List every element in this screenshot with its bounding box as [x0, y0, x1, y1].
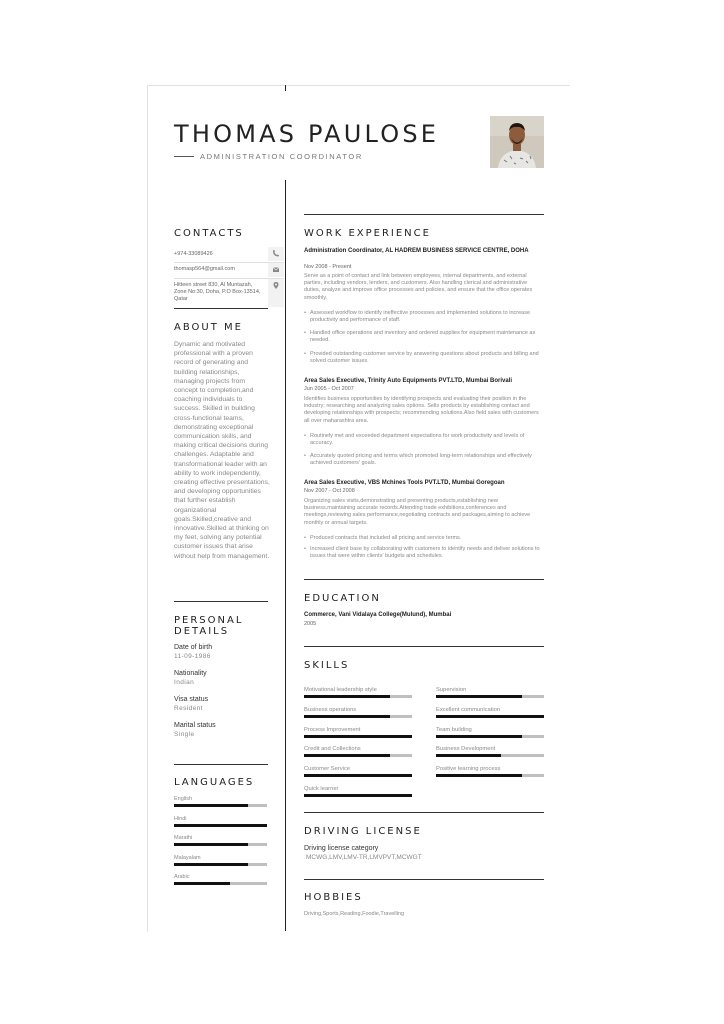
driving-label: Driving license category: [304, 845, 379, 852]
contacts-heading: CONTACTS: [174, 228, 244, 239]
job-title: Area Sales Executive, Trinity Auto Equipments PVT.LTD, Mumbai Borivali: [304, 378, 513, 384]
skill-level-bar-fill: [436, 715, 544, 718]
skill-level-bar: [436, 735, 544, 738]
language-level-bar-fill: [174, 882, 230, 885]
skill-level-bar: [436, 774, 544, 777]
job-date: Nov 2008 - Present: [304, 264, 352, 270]
dob-label: Date of birth: [174, 644, 213, 651]
language-level-bar: [174, 804, 267, 807]
contact-phone: +974-33089426: [174, 251, 213, 257]
skill-name: Business operations: [304, 706, 357, 713]
skill-name: Customer Service: [304, 766, 351, 773]
phone-icon: [268, 247, 284, 261]
marital-value: Single: [174, 731, 195, 738]
job-title: Area Sales Executive, VBS Mchines Tools PVT.LTD, Mumbai Goregoan: [304, 480, 505, 486]
nationality-label: Nationality: [174, 670, 207, 677]
skill-level-bar-fill: [436, 754, 501, 757]
language-name: Hindi: [174, 815, 187, 822]
work-top-rule: [304, 214, 544, 215]
education-heading: EDUCATION: [304, 593, 381, 604]
job-bullet: • Routinely met and exceeded department expectations for work productivity and levels of accuracy.: [310, 433, 544, 447]
language-level-bar-fill: [174, 843, 248, 846]
skill-level-bar: [304, 735, 412, 738]
skill-name: Process Improvement: [304, 726, 361, 733]
marital-label: Marital status: [174, 722, 216, 729]
skills-end-rule: [304, 812, 544, 813]
skill-level-bar: [304, 695, 412, 698]
language-level-bar: [174, 843, 267, 846]
profile-photo: [490, 116, 544, 168]
language-level-bar-fill: [174, 824, 267, 827]
candidate-name: THOMAS PAULOSE: [174, 120, 440, 148]
column-divider: [285, 180, 286, 931]
job-date: Jun 2005 - Oct 2007: [304, 386, 354, 392]
language-name: Marathi: [174, 835, 193, 841]
job-title: Administration Coordinator, AL HADREM BUSINESS SERVICE CENTRE, DOHA: [304, 248, 529, 254]
skill-level-bar-fill: [436, 735, 522, 738]
skill-name: Quick learner: [304, 786, 339, 792]
skill-name: Business Development: [436, 746, 496, 753]
contact-address: Hitteen street 830, Al Muntazah, Zone No:30, Doha, P.O Box-13514, Qatar: [174, 282, 261, 302]
skill-level-bar-fill: [304, 695, 390, 698]
phone-icon-box: [268, 247, 284, 261]
location-icon-box: [268, 279, 284, 307]
job-bullet: • Increased client base by collaborating with customers to identify needs and deliver solutions to issues that were within clients' budgets and schedules.: [310, 546, 544, 560]
work-end-rule: [304, 579, 544, 580]
skill-level-bar: [436, 754, 544, 757]
skill-level-bar: [304, 754, 412, 757]
hobbies-text: Driving,Sports,Reading,Foodie,Travelling: [304, 911, 405, 917]
nationality-value: Indian: [174, 679, 195, 686]
job-date: Nov 2007 - Oct 2008: [304, 488, 355, 494]
language-level-bar: [174, 882, 267, 885]
hobbies-heading: HOBBIES: [304, 892, 363, 903]
skill-level-bar-fill: [436, 774, 522, 777]
email-icon: [268, 263, 284, 277]
contacts-end-rule: [174, 308, 268, 309]
email-icon-box: [268, 263, 284, 277]
job-bullet: • Handled office operations and inventory and ordered supplies for equipment maintenance as needed.: [310, 330, 544, 344]
skill-name: Team building: [436, 726, 472, 733]
job-description: Identifies business opportunities by identifying prospects and evaluating their position in the industry; researching and analyzing sales options. Sells products by establishing contact and developing relationships with prospects; recommending solutions.Also field sales with customers all over maharashtra area.: [304, 396, 539, 424]
job-description: Serve as a point of contact and link between employees, internal departments, and external parties, including vendors, lenders, and customers. Also handling clerical and administrative duties, analyze and improve office processes and policies, and ensure that the office operates smoothly.: [304, 273, 533, 301]
skills-heading: SKILLS: [304, 660, 350, 671]
skill-level-bar-fill: [304, 754, 390, 757]
education-school: Commerce, Vani Vidalaya College(Mulund), Mumbai: [304, 612, 452, 618]
languages-heading: LANGUAGES: [174, 777, 255, 788]
driving-heading: DRIVING LICENSE: [304, 826, 422, 837]
education-year: 2005: [304, 621, 317, 627]
personal-heading: PERSONAL DETAILS: [174, 615, 244, 637]
skill-level-bar: [436, 715, 544, 718]
top-tick: [285, 85, 286, 91]
about-end-rule: [174, 601, 268, 602]
skill-name: Excellent communication: [436, 706, 501, 713]
skill-level-bar-fill: [304, 774, 412, 777]
visa-label: Visa status: [174, 696, 209, 703]
language-level-bar: [174, 863, 267, 866]
visa-value: Resident: [174, 705, 203, 712]
skill-level-bar: [436, 695, 544, 698]
language-name: English: [174, 796, 193, 802]
language-level-bar-fill: [174, 804, 248, 807]
driving-end-rule: [304, 879, 544, 880]
contact-email[interactable]: thomasp564@gmail.com: [174, 266, 235, 272]
language-level-bar: [174, 824, 267, 827]
about-text: Dynamic and motivated professional with a proven record of generating and building relationships, managing projects from concept to completion,and coaching individuals to success. Skilled in building cross-functional teams, demonstrating exceptional communication skills, and making critical decisions during challenges. Adaptable and transformational leader with an ability to work independently, creating effective presentations, and developing opportunities that further establish organizational goals.Skilled,creative and innovative.Skilled at thinking on my feet, solving any potential customer issues that arise without help from management.: [174, 341, 270, 560]
work-heading: WORK EXPERIENCE: [304, 228, 431, 239]
driving-value: MCWG,LMV,LMV-TR,LMVPVT,MCWGT: [306, 854, 422, 861]
job-bullet: • Produced contracts that included all pricing and service terms.: [310, 535, 544, 542]
job-subtitle: ADMINISTRATION COORDINATOR: [200, 152, 363, 161]
skill-level-bar: [304, 774, 412, 777]
skill-level-bar-fill: [436, 695, 522, 698]
job-description: Organizing sales visits,demonstrating and presenting products,establishing new business,maintaining accurate records.Attending trade exhibitions,conferences and meetings,reviewing sales performance,negotiating contracts and packages,aiming to achieve monthly or annual targets.: [304, 498, 531, 526]
skill-level-bar: [304, 715, 412, 718]
skill-level-bar-fill: [304, 715, 390, 718]
language-level-bar-fill: [174, 863, 248, 866]
skill-level-bar-fill: [304, 735, 412, 738]
about-heading: ABOUT ME: [174, 322, 243, 333]
language-name: Malayalam: [174, 854, 201, 861]
skill-name: Motivational leadership style: [304, 687, 377, 693]
skill-name: Positive learning process: [436, 766, 501, 773]
job-bullet: • Provided outstanding customer service by answering questions about products and billing and solved customer issues.: [310, 351, 544, 365]
subtitle-dash: [174, 156, 194, 157]
skill-name: Supervision: [436, 687, 467, 693]
skill-name: Credit and Collections: [304, 746, 361, 753]
job-bullet: • Accurately quoted pricing and terms which promoted long-term relationships and effectively achieved customers' goals.: [310, 453, 544, 467]
skill-level-bar: [304, 794, 412, 797]
education-end-rule: [304, 646, 544, 647]
skill-level-bar-fill: [304, 794, 412, 797]
dob-value: 11-09-1986: [174, 653, 211, 660]
location-pin-icon: [268, 279, 284, 293]
job-bullet: • Assessed workflow to identify ineffective processes and implemented solutions to increase productivity and performance of staff.: [310, 310, 544, 324]
language-name: Arabic: [174, 874, 190, 880]
personal-end-rule: [174, 764, 268, 765]
